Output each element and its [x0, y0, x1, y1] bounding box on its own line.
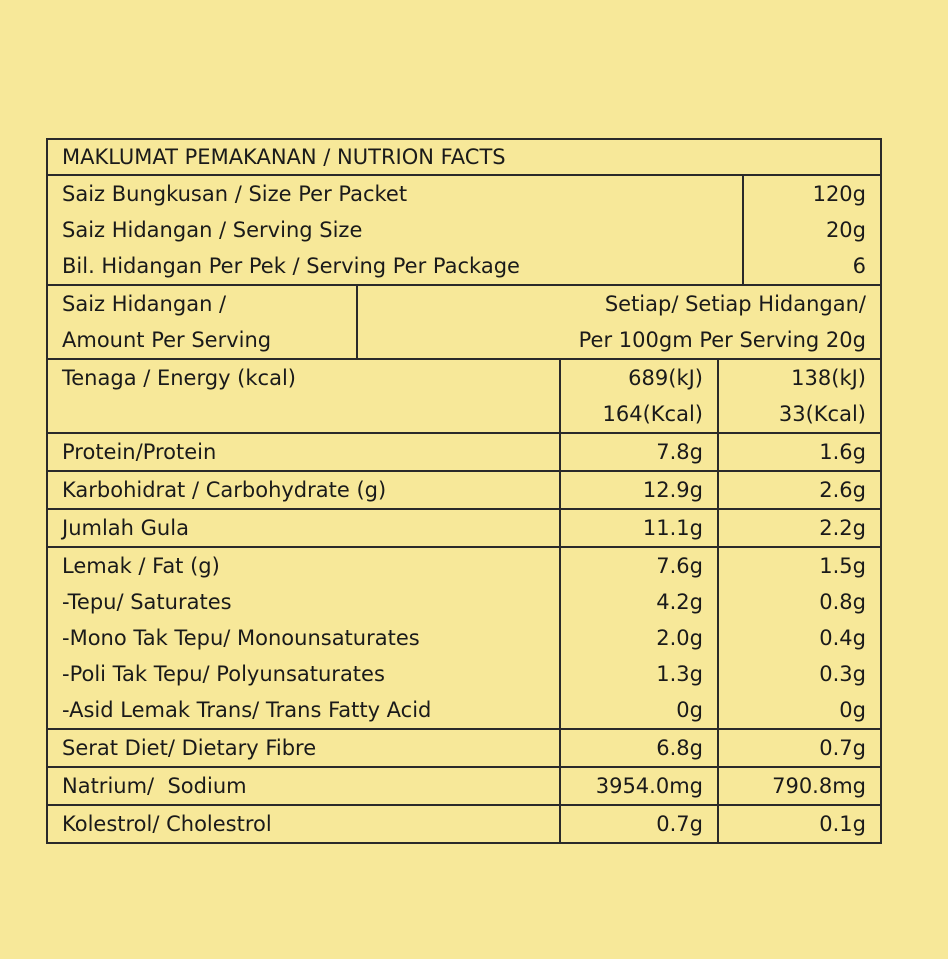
packet-info-row: [48, 174, 880, 284]
energy-label: Tenaga / Energy (kcal): [48, 360, 561, 432]
fat-serving: 1.5g: [819, 554, 866, 578]
protein-label: Protein/Protein: [48, 434, 561, 470]
cholesterol-row: [48, 804, 880, 842]
servings-per-package-label: Bil. Hidangan Per Pek / Serving Per Package: [62, 254, 520, 278]
protein-serving: 1.6g: [819, 440, 866, 464]
sodium-per100: 3954.0mg: [561, 768, 719, 804]
column-header-line1: Setiap/ Setiap Hidangan/: [604, 292, 866, 316]
fat-labels: [48, 548, 561, 728]
packet-values: [744, 176, 880, 284]
saturates-per100: 4.2g: [656, 590, 703, 614]
table-title: MAKLUMAT PEMAKANAN / NUTRION FACTS: [62, 145, 506, 169]
energy-serving: [719, 360, 880, 432]
amount-label-line1: Saiz Hidangan /: [62, 292, 227, 316]
fat-label: Lemak / Fat (g): [62, 554, 220, 578]
sodium-label: Natrium/ Sodium: [48, 768, 561, 804]
title-row: [48, 140, 880, 174]
sugar-label: Jumlah Gula: [48, 510, 561, 546]
carbohydrate-row: [48, 470, 880, 508]
size-per-packet-label: Saiz Bungkusan / Size Per Packet: [62, 182, 408, 206]
protein-per100: 7.8g: [561, 434, 719, 470]
trans-fat-per100: 0g: [676, 698, 703, 722]
nutrition-facts-table: [46, 138, 882, 844]
sodium-row: [48, 766, 880, 804]
sugar-per100: 11.1g: [561, 510, 719, 546]
energy-per100-kj: 689(kJ): [628, 366, 703, 390]
energy-row: [48, 358, 880, 432]
carbohydrate-label: Karbohidrat / Carbohydrate (g): [48, 472, 561, 508]
monounsaturates-serving: 0.4g: [819, 626, 866, 650]
amount-label-line2: Amount Per Serving: [62, 328, 272, 352]
fat-serving-values: [719, 548, 880, 728]
fat-per100: 7.6g: [656, 554, 703, 578]
serving-size-value: 20g: [825, 218, 866, 242]
protein-row: [48, 432, 880, 470]
fibre-per100: 6.8g: [561, 730, 719, 766]
trans-fat-label: -Asid Lemak Trans/ Trans Fatty Acid: [62, 698, 432, 722]
polyunsaturates-serving: 0.3g: [819, 662, 866, 686]
monounsaturates-label: -Mono Tak Tepu/ Monounsaturates: [62, 626, 420, 650]
cholesterol-serving: 0.1g: [819, 812, 866, 836]
polyunsaturates-label: -Poli Tak Tepu/ Polyunsaturates: [62, 662, 385, 686]
monounsaturates-per100: 2.0g: [656, 626, 703, 650]
sugar-row: [48, 508, 880, 546]
energy-serving-kj: 138(kJ): [791, 366, 866, 390]
fibre-serving: 0.7g: [819, 736, 866, 760]
serving-size-label: Saiz Hidangan / Serving Size: [62, 218, 363, 242]
column-header: [358, 286, 880, 358]
column-header-line2: Per 100gm Per Serving 20g: [578, 328, 866, 352]
sugar-serving: 2.2g: [819, 516, 866, 540]
fat-per100-values: [561, 548, 719, 728]
amount-label: [48, 286, 358, 358]
energy-per100-kcal: 164(Kcal): [602, 402, 703, 426]
fibre-label: Serat Diet/ Dietary Fibre: [48, 730, 561, 766]
cholesterol-label: Kolestrol/ Cholestrol: [48, 806, 561, 842]
amount-header-row: [48, 284, 880, 358]
polyunsaturates-per100: 1.3g: [656, 662, 703, 686]
saturates-label: -Tepu/ Saturates: [62, 590, 232, 614]
energy-per100: [561, 360, 719, 432]
fat-group-row: [48, 546, 880, 728]
energy-serving-kcal: 33(Kcal): [778, 402, 866, 426]
cholesterol-per100: 0.7g: [561, 806, 719, 842]
carbohydrate-per100: 12.9g: [561, 472, 719, 508]
fibre-row: [48, 728, 880, 766]
size-per-packet-value: 120g: [812, 182, 866, 206]
sodium-serving: 790.8mg: [772, 774, 866, 798]
trans-fat-serving: 0g: [839, 698, 866, 722]
packet-labels: [48, 176, 744, 284]
servings-per-package-value: 6: [852, 254, 866, 278]
saturates-serving: 0.8g: [819, 590, 866, 614]
carbohydrate-serving: 2.6g: [819, 478, 866, 502]
